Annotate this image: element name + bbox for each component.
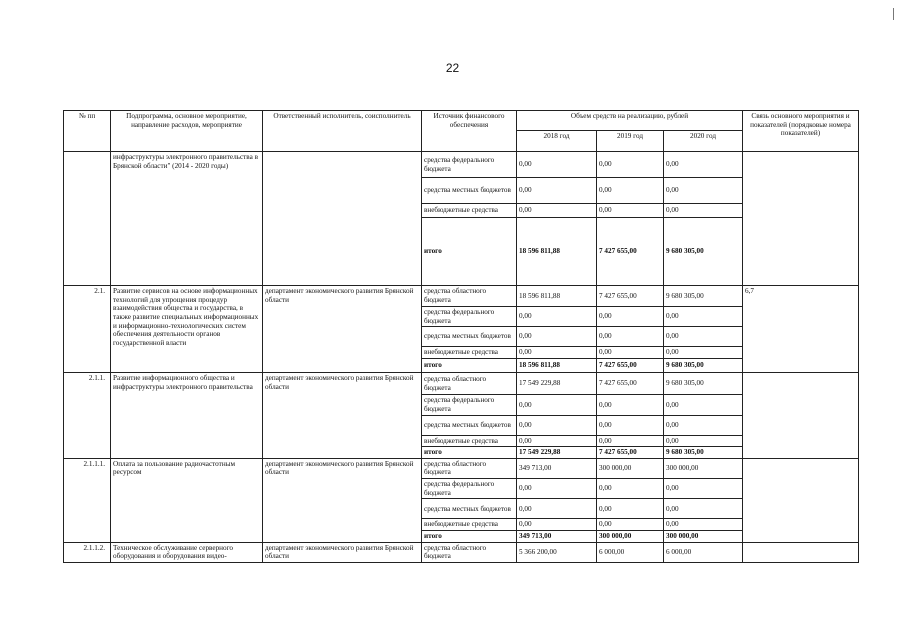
table-row bbox=[64, 542, 859, 562]
amount-2019: 0,00 bbox=[597, 395, 664, 415]
amount-2020: 9 680 305,00 bbox=[664, 359, 743, 373]
amount-2018: 349 713,00 bbox=[517, 531, 597, 543]
amount-2019: 7 427 655,00 bbox=[597, 447, 664, 459]
header-year-2020: 2020 год bbox=[664, 131, 743, 152]
amount-2019: 0,00 bbox=[597, 415, 664, 435]
amount-2020: 0,00 bbox=[664, 327, 743, 347]
amount-2018: 18 596 811,88 bbox=[517, 218, 597, 286]
amount-2018: 17 549 229,88 bbox=[517, 373, 597, 395]
amount-2019: 0,00 bbox=[597, 307, 664, 327]
responsible-executor: департамент экономического развития Брянской области bbox=[263, 542, 422, 562]
responsible-executor: департамент экономического развития Брянской области bbox=[263, 458, 422, 542]
indicator-link bbox=[743, 458, 859, 542]
amount-2020: 0,00 bbox=[664, 347, 743, 359]
amount-2019: 300 000,00 bbox=[597, 531, 664, 543]
amount-2020: 6 000,00 bbox=[664, 542, 743, 562]
amount-2018: 0,00 bbox=[517, 519, 597, 531]
amount-2019: 0,00 bbox=[597, 178, 664, 204]
funding-source: внебюджетные средства bbox=[422, 519, 517, 531]
header-link: Связь основного мероприятия и показателей (порядковые номера показателей) bbox=[743, 111, 859, 152]
amount-2018: 0,00 bbox=[517, 435, 597, 447]
amount-2018: 0,00 bbox=[517, 499, 597, 519]
amount-2019: 6 000,00 bbox=[597, 542, 664, 562]
header-volume: Объем средств на реализацию, рублей bbox=[517, 111, 743, 131]
amount-2018: 5 366 200,00 bbox=[517, 542, 597, 562]
amount-2019: 7 427 655,00 bbox=[597, 359, 664, 373]
amount-2019: 0,00 bbox=[597, 152, 664, 178]
header-source: Источник финансового обеспечения bbox=[422, 111, 517, 152]
program-title: инфраструктуры электронного правительства в Брянской области" (2014 - 2020 годы) bbox=[111, 152, 263, 286]
amount-2020: 0,00 bbox=[664, 519, 743, 531]
amount-2018: 0,00 bbox=[517, 204, 597, 218]
amount-2019: 0,00 bbox=[597, 499, 664, 519]
funding-source: средства федерального бюджета bbox=[422, 307, 517, 327]
program-title: Развитие информационного общества и инфраструктуры электронного правительства bbox=[111, 373, 263, 459]
row-number: 2.1. bbox=[64, 286, 111, 373]
funding-source: средства федерального бюджета bbox=[422, 152, 517, 178]
funding-source: средства областного бюджета bbox=[422, 286, 517, 307]
amount-2019: 7 427 655,00 bbox=[597, 286, 664, 307]
funding-source: итого bbox=[422, 359, 517, 373]
page-edge-mark bbox=[893, 8, 894, 20]
funding-source: средства местных бюджетов bbox=[422, 499, 517, 519]
header-year-2019: 2019 год bbox=[597, 131, 664, 152]
table-row bbox=[64, 286, 859, 307]
amount-2019: 300 000,00 bbox=[597, 458, 664, 478]
amount-2019: 0,00 bbox=[597, 347, 664, 359]
program-title: Развитие сервисов на основе информационных технологий для упрощения процедур взаимодействия общества и государства, в также развитие специальных информационных и информационно-технологических систем обеспечения деятельности органов государственной власти bbox=[111, 286, 263, 373]
funding-source: средства федерального бюджета bbox=[422, 395, 517, 415]
indicator-link bbox=[743, 152, 859, 286]
amount-2020: 0,00 bbox=[664, 435, 743, 447]
amount-2019: 0,00 bbox=[597, 327, 664, 347]
page-number: 22 bbox=[445, 61, 460, 75]
funding-source: средства областного бюджета bbox=[422, 458, 517, 478]
indicator-link bbox=[743, 373, 859, 459]
table-row bbox=[64, 373, 859, 395]
funding-source: итого bbox=[422, 531, 517, 543]
amount-2020: 0,00 bbox=[664, 204, 743, 218]
amount-2019: 0,00 bbox=[597, 435, 664, 447]
amount-2018: 0,00 bbox=[517, 479, 597, 499]
table-row bbox=[64, 458, 859, 478]
funding-source: средства местных бюджетов bbox=[422, 327, 517, 347]
amount-2020: 300 000,00 bbox=[664, 458, 743, 478]
amount-2020: 0,00 bbox=[664, 152, 743, 178]
row-number: 2.1.1.1. bbox=[64, 458, 111, 542]
amount-2020: 9 680 305,00 bbox=[664, 373, 743, 395]
amount-2020: 9 680 305,00 bbox=[664, 286, 743, 307]
header-year-2018: 2018 год bbox=[517, 131, 597, 152]
amount-2018: 0,00 bbox=[517, 347, 597, 359]
funding-source: внебюджетные средства bbox=[422, 347, 517, 359]
amount-2018: 18 596 811,88 bbox=[517, 359, 597, 373]
amount-2018: 18 596 811,88 bbox=[517, 286, 597, 307]
amount-2018: 0,00 bbox=[517, 178, 597, 204]
amount-2020: 0,00 bbox=[664, 479, 743, 499]
amount-2020: 300 000,00 bbox=[664, 531, 743, 543]
amount-2018: 0,00 bbox=[517, 152, 597, 178]
funding-source: внебюджетные средства bbox=[422, 435, 517, 447]
amount-2020: 0,00 bbox=[664, 307, 743, 327]
table-header bbox=[64, 111, 859, 152]
amount-2018: 0,00 bbox=[517, 327, 597, 347]
amount-2019: 0,00 bbox=[597, 479, 664, 499]
amount-2019: 0,00 bbox=[597, 519, 664, 531]
amount-2019: 7 427 655,00 bbox=[597, 218, 664, 286]
program-title: Оплата за пользование радиочастотным ресурсом bbox=[111, 458, 263, 542]
responsible-executor: департамент экономического развития Брянской области bbox=[263, 286, 422, 373]
row-number: 2.1.1.2. bbox=[64, 542, 111, 562]
funding-source: итого bbox=[422, 218, 517, 286]
amount-2020: 0,00 bbox=[664, 415, 743, 435]
header-num: № пп bbox=[64, 111, 111, 152]
responsible-executor: департамент экономического развития Брянской области bbox=[263, 373, 422, 459]
funding-source: средства областного бюджета bbox=[422, 542, 517, 562]
table-row bbox=[64, 152, 859, 178]
row-number bbox=[64, 152, 111, 286]
amount-2020: 0,00 bbox=[664, 395, 743, 415]
row-number: 2.1.1. bbox=[64, 373, 111, 459]
table-body bbox=[64, 152, 859, 563]
funding-source: средства местных бюджетов bbox=[422, 415, 517, 435]
amount-2019: 7 427 655,00 bbox=[597, 373, 664, 395]
funding-source: итого bbox=[422, 447, 517, 459]
funding-source: средства местных бюджетов bbox=[422, 178, 517, 204]
funding-source: средства федерального бюджета bbox=[422, 479, 517, 499]
amount-2018: 0,00 bbox=[517, 307, 597, 327]
amount-2018: 0,00 bbox=[517, 395, 597, 415]
financing-table bbox=[63, 110, 859, 563]
header-program: Подпрограмма, основное мероприятие, направление расходов, мероприятие bbox=[111, 111, 263, 152]
funding-source: средства областного бюджета bbox=[422, 373, 517, 395]
amount-2020: 9 680 305,00 bbox=[664, 218, 743, 286]
amount-2018: 349 713,00 bbox=[517, 458, 597, 478]
amount-2018: 17 549 229,88 bbox=[517, 447, 597, 459]
indicator-link: 6,7 bbox=[743, 286, 859, 373]
amount-2018: 0,00 bbox=[517, 415, 597, 435]
amount-2020: 0,00 bbox=[664, 499, 743, 519]
amount-2019: 0,00 bbox=[597, 204, 664, 218]
amount-2020: 0,00 bbox=[664, 178, 743, 204]
amount-2020: 9 680 305,00 bbox=[664, 447, 743, 459]
responsible-executor bbox=[263, 152, 422, 286]
indicator-link bbox=[743, 542, 859, 562]
program-title: Техническое обслуживание серверного оборудования и оборудования видео- bbox=[111, 542, 263, 562]
funding-source: внебюджетные средства bbox=[422, 204, 517, 218]
header-executor: Ответственный исполнитель, соисполнитель bbox=[263, 111, 422, 152]
